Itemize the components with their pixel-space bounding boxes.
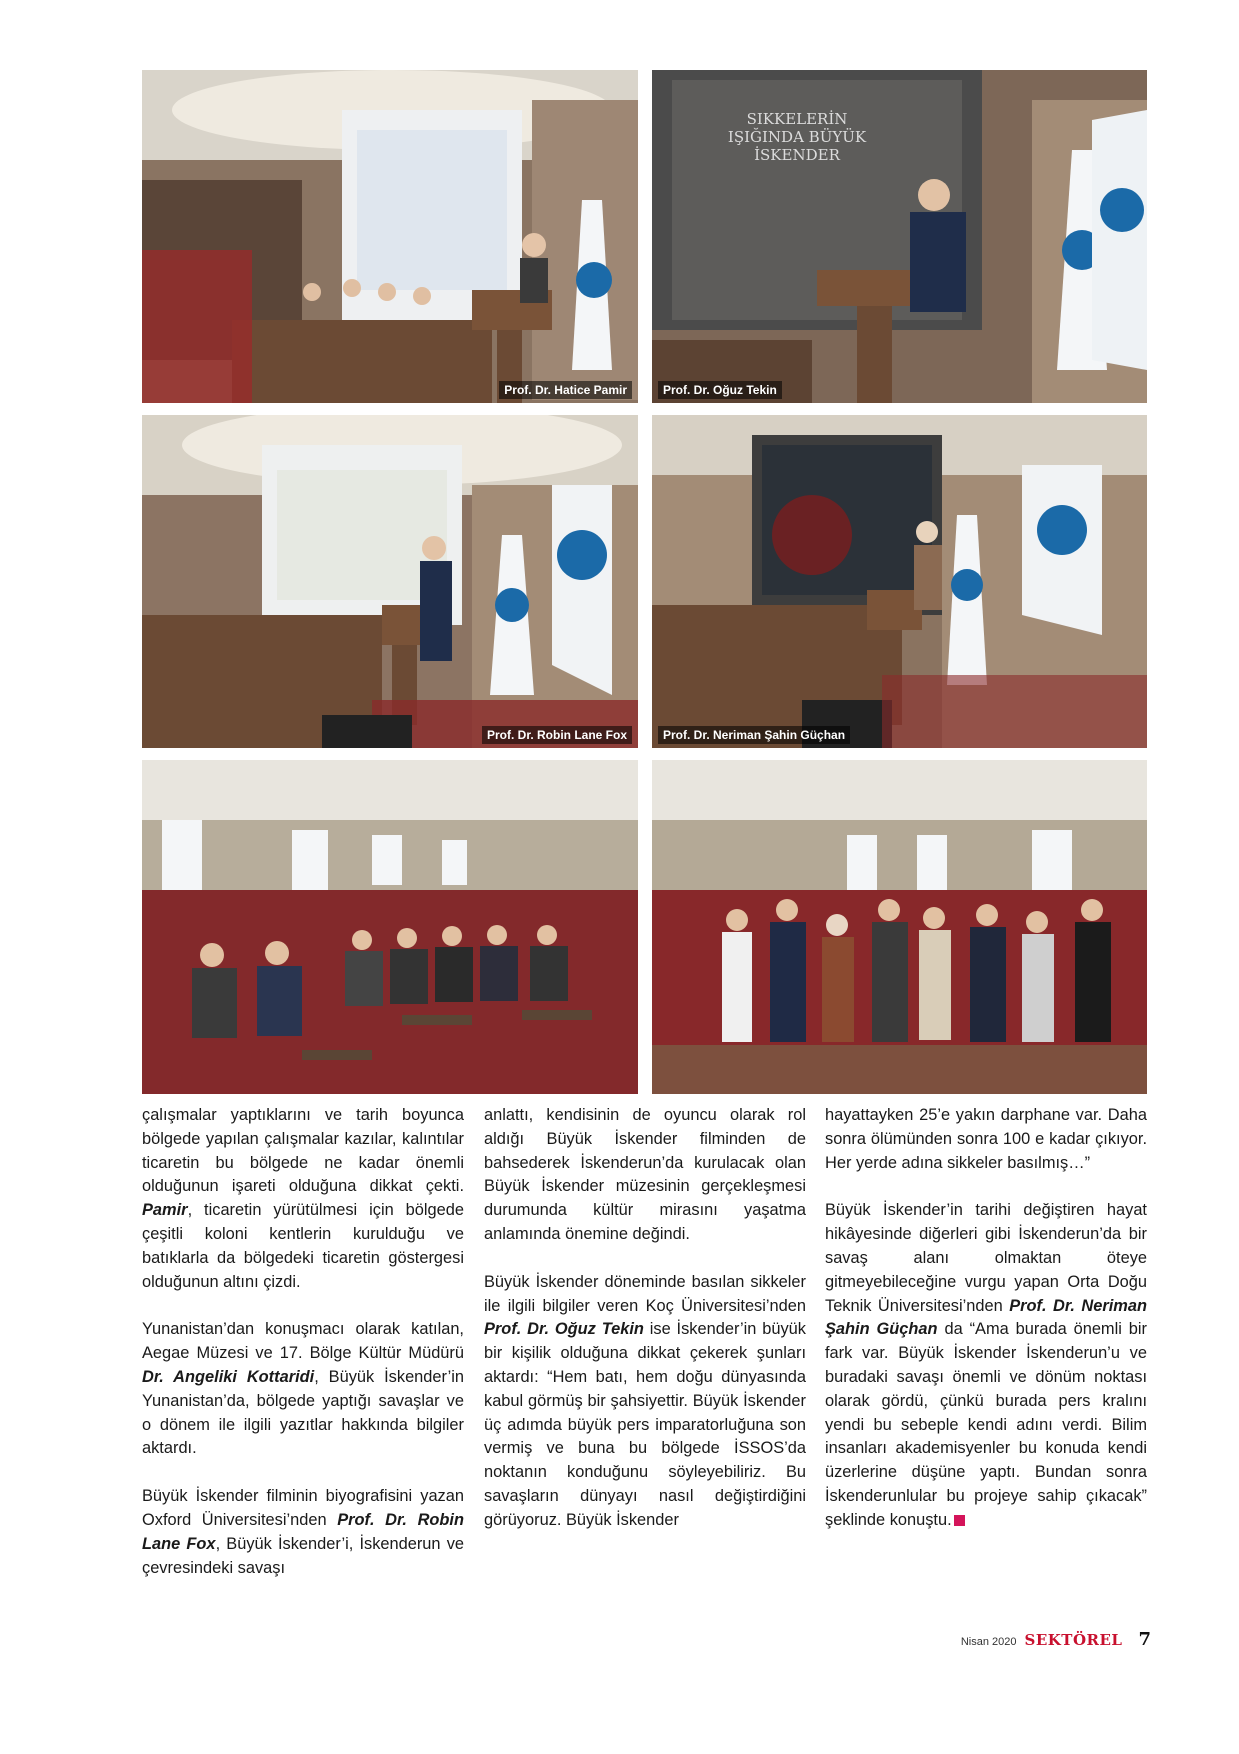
person-name: Prof. Dr. Neriman Şahin Güçhan <box>825 1296 1147 1339</box>
issue-date: Nisan 2020 <box>960 1636 1017 1648</box>
photo-audience <box>142 760 638 1094</box>
page-number: 7 <box>1138 1629 1151 1650</box>
article-paragraph: anlattı, kendisinin de oyuncu olarak rol aldığı Büyük İskender filminden de bahsederek İskenderun’da kurulacak olan Büyük İskender müzesinin gerçekleşmesi durumunda kültür mirasını yaşatma anlamında önemine değindi. <box>484 1106 806 1243</box>
photo-caption: Prof. Dr. Hatice Pamir <box>499 381 632 399</box>
text-run: da “Ama burada önemli bir fark var. Büyük İskender İskenderun’u ve buradaki savaşı önemli ve dönüm noktası olarak gördü, çünkü burada pers kralını yendi bu sebeple kendi adını verdi. Bilim insanları akademisyenler bu konuda kendi üzerlerine düşüne yaptı. Bundan sonra İskenderunlular bu projeye sahip çıkacak” şeklinde konuştu. <box>825 1320 1147 1529</box>
end-of-article-mark <box>954 1515 965 1526</box>
photo-caption: Prof. Dr. Oğuz Tekin <box>658 381 782 399</box>
text-run: Büyük İskender’in tarihi değiştiren hayat hikâyesinde diğerleri gibi İskenderun’da bir savaş alanı olmaktan öteye gitmeyebileceğine vurgu yapan Orta Doğu Teknik Üniversitesi’nden <box>825 1201 1147 1315</box>
text-run: Yunanistan’dan konuşmacı olarak katılan, Aegae Müzesi ve 17. Bölge Kültür Müdürü <box>142 1320 464 1363</box>
person-name: Prof. Dr. Robin Lane Fox <box>142 1510 464 1553</box>
text-run: ise İskender’in büyük bir kişilik olduğuna dikkat çekerek şunları aktardı: “Hem batı, hem doğu dünyasında kabul görmüş bir şahsiyettir. Büyük İskender üç adımda büyük pers imparatorluğuna son vermiş ve buna bu bölgede İSSOS’da noktanın konduğunu söyleyebiliriz. Bu savaşların dünyayı nasıl değiştirdiğini görüyoruz. Büyük İskender <box>484 1320 806 1529</box>
photo-robin-lane-fox <box>142 415 638 748</box>
text-run: Büyük İskender filminin biyografisini yazan Oxford Üniversitesi’nden <box>142 1487 464 1529</box>
photo-caption: Prof. Dr. Neriman Şahin Güçhan <box>658 726 850 744</box>
slide-title: SIKKELERİN IŞIĞINDA BÜYÜK İSKENDER <box>727 110 867 164</box>
text-run: , ticaretin yürütülmesi için bölgede çeşitli koloni kentlerin kurulduğu ve batıklarla da bölgedeki ticaretin göstergesi olduğunun altını çizdi. <box>142 1201 464 1291</box>
text-run: Büyük İskender döneminde basılan sikkeler ile ilgili bilgiler veren Koç Üniversitesi’nden <box>484 1272 806 1315</box>
person-name: Dr. Angeliki Kottaridi <box>142 1367 315 1386</box>
photo-oguz-tekin <box>652 70 1147 403</box>
article-paragraph <box>142 1318 464 1461</box>
article-paragraph: hayattayken 25’e yakın darphane var. Daha sonra ölümünden sonra 100 e kadar çıkıyor. Her yerde adına sikkeler basılmış…” <box>825 1106 1147 1172</box>
page-footer <box>961 1629 1151 1650</box>
article-column-1 <box>142 1104 464 1604</box>
article-paragraph <box>825 1199 1147 1532</box>
photo-caption: Prof. Dr. Robin Lane Fox <box>482 726 632 744</box>
photo-speakers-group <box>652 760 1147 1094</box>
article-column-3 <box>825 1104 1147 1557</box>
magazine-logo: SEKTÖREL <box>1024 1631 1123 1649</box>
conference-photo-6 <box>652 760 1147 1094</box>
conference-photo-5 <box>142 760 638 1094</box>
person-name: Prof. Dr. Oğuz Tekin <box>484 1320 644 1339</box>
photo-neriman-sahin-guchan <box>652 415 1147 748</box>
text-run: , Büyük İskender’i, İskenderun ve çevresindeki savaşı <box>142 1534 465 1577</box>
article-column-2 <box>484 1104 806 1557</box>
conference-photo-3 <box>142 415 638 748</box>
text-run: çalışmalar yaptıklarını ve tarih boyunca bölgede yapılan çalışmalar kazılar, kalıntılar ticaretin bu bölgede ne kadar önemli olduğunun işareti olduğuna dikkat çekti. <box>142 1106 464 1196</box>
conference-photo-4 <box>652 415 1147 748</box>
text-run: , Büyük İskender’in Yunanistan’da, bölgede yaptığı savaşlar ve o dönem ile ilgili yazıtlar hakkında bilgiler aktardı. <box>142 1367 464 1458</box>
conference-photo-1 <box>142 70 638 403</box>
photo-hatice-pamir <box>142 70 638 403</box>
article-paragraph <box>142 1485 464 1580</box>
article-paragraph <box>142 1104 464 1294</box>
person-name: Pamir <box>142 1201 188 1220</box>
article-paragraph <box>484 1271 806 1533</box>
